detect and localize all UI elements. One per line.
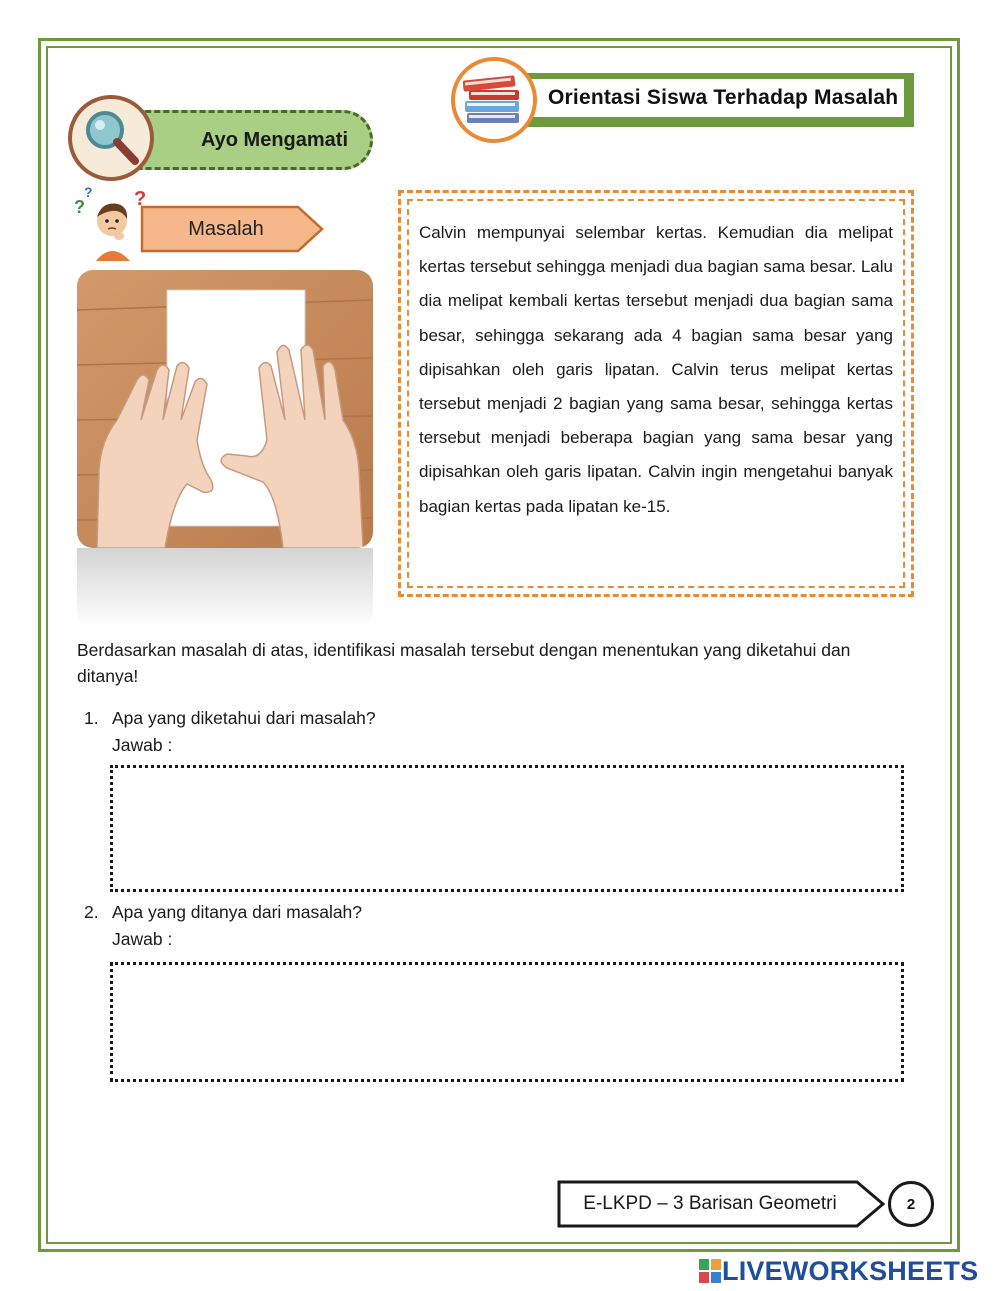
answer-box-1[interactable] [110, 765, 904, 892]
question-1 [84, 705, 376, 731]
section-label: Ayo Mengamati [117, 110, 373, 170]
instructions: Berdasarkan masalah di atas, identifikasi masalah tersebut dengan menentukan yang diketahui dan ditanya! [77, 640, 851, 686]
question-1-answer-label: Jawab : [112, 735, 173, 755]
books-icon [451, 57, 537, 143]
svg-text:?: ? [74, 197, 85, 217]
question-1-number: 1. [84, 708, 99, 728]
question-2 [84, 899, 362, 925]
header-title: Orientasi Siswa Terhadap Masalah [526, 79, 904, 117]
paper-hands-image [77, 270, 373, 548]
thinking-boy-icon [72, 183, 152, 263]
magnifier-icon [68, 95, 154, 181]
svg-text:?: ? [84, 184, 93, 200]
liveworksheets-logo [698, 1256, 978, 1286]
watermark-text: LIVEWORKSHEETS [722, 1255, 979, 1286]
question-2-text: Apa yang ditanya dari masalah? [112, 902, 363, 922]
question-2-number: 2. [84, 902, 99, 922]
liveworksheets-logo-icon [698, 1258, 722, 1284]
svg-text:?: ? [134, 188, 147, 210]
problem-text: Calvin mempunyai selembar kertas. Kemudian dia melipat kertas tersebut sehingga menjadi dua bagian sama besar. Lalu dia melipat kembali kertas tersebut menjadi dua bagian sama besar, sehingga sekarang ada 4 bagian sama besar yang dipisahkan oleh garis lipatan. Calvin terus melipat kertas tersebut menjadi 2 bagian yang sama besar, sehingga kertas tersebut menjadi beberapa bagian yang sama besar yang dipisahkan oleh garis lipatan. Calvin ingin mengetahui banyak bagian kertas pada lipatan ke-15. [419, 223, 893, 516]
answer-input-2[interactable] [113, 965, 901, 1079]
page-number: 2 [888, 1181, 934, 1227]
masalah-tag-label: Masalah [188, 217, 264, 240]
question-2-answer-label: Jawab : [112, 929, 173, 949]
answer-input-1[interactable] [113, 768, 901, 889]
header-banner [520, 73, 914, 127]
answer-box-2[interactable] [110, 962, 904, 1082]
footer-label: E-LKPD – 3 Barisan Geometri [583, 1193, 837, 1214]
question-1-text: Apa yang diketahui dari masalah? [112, 708, 376, 728]
image-reflection [77, 548, 373, 628]
